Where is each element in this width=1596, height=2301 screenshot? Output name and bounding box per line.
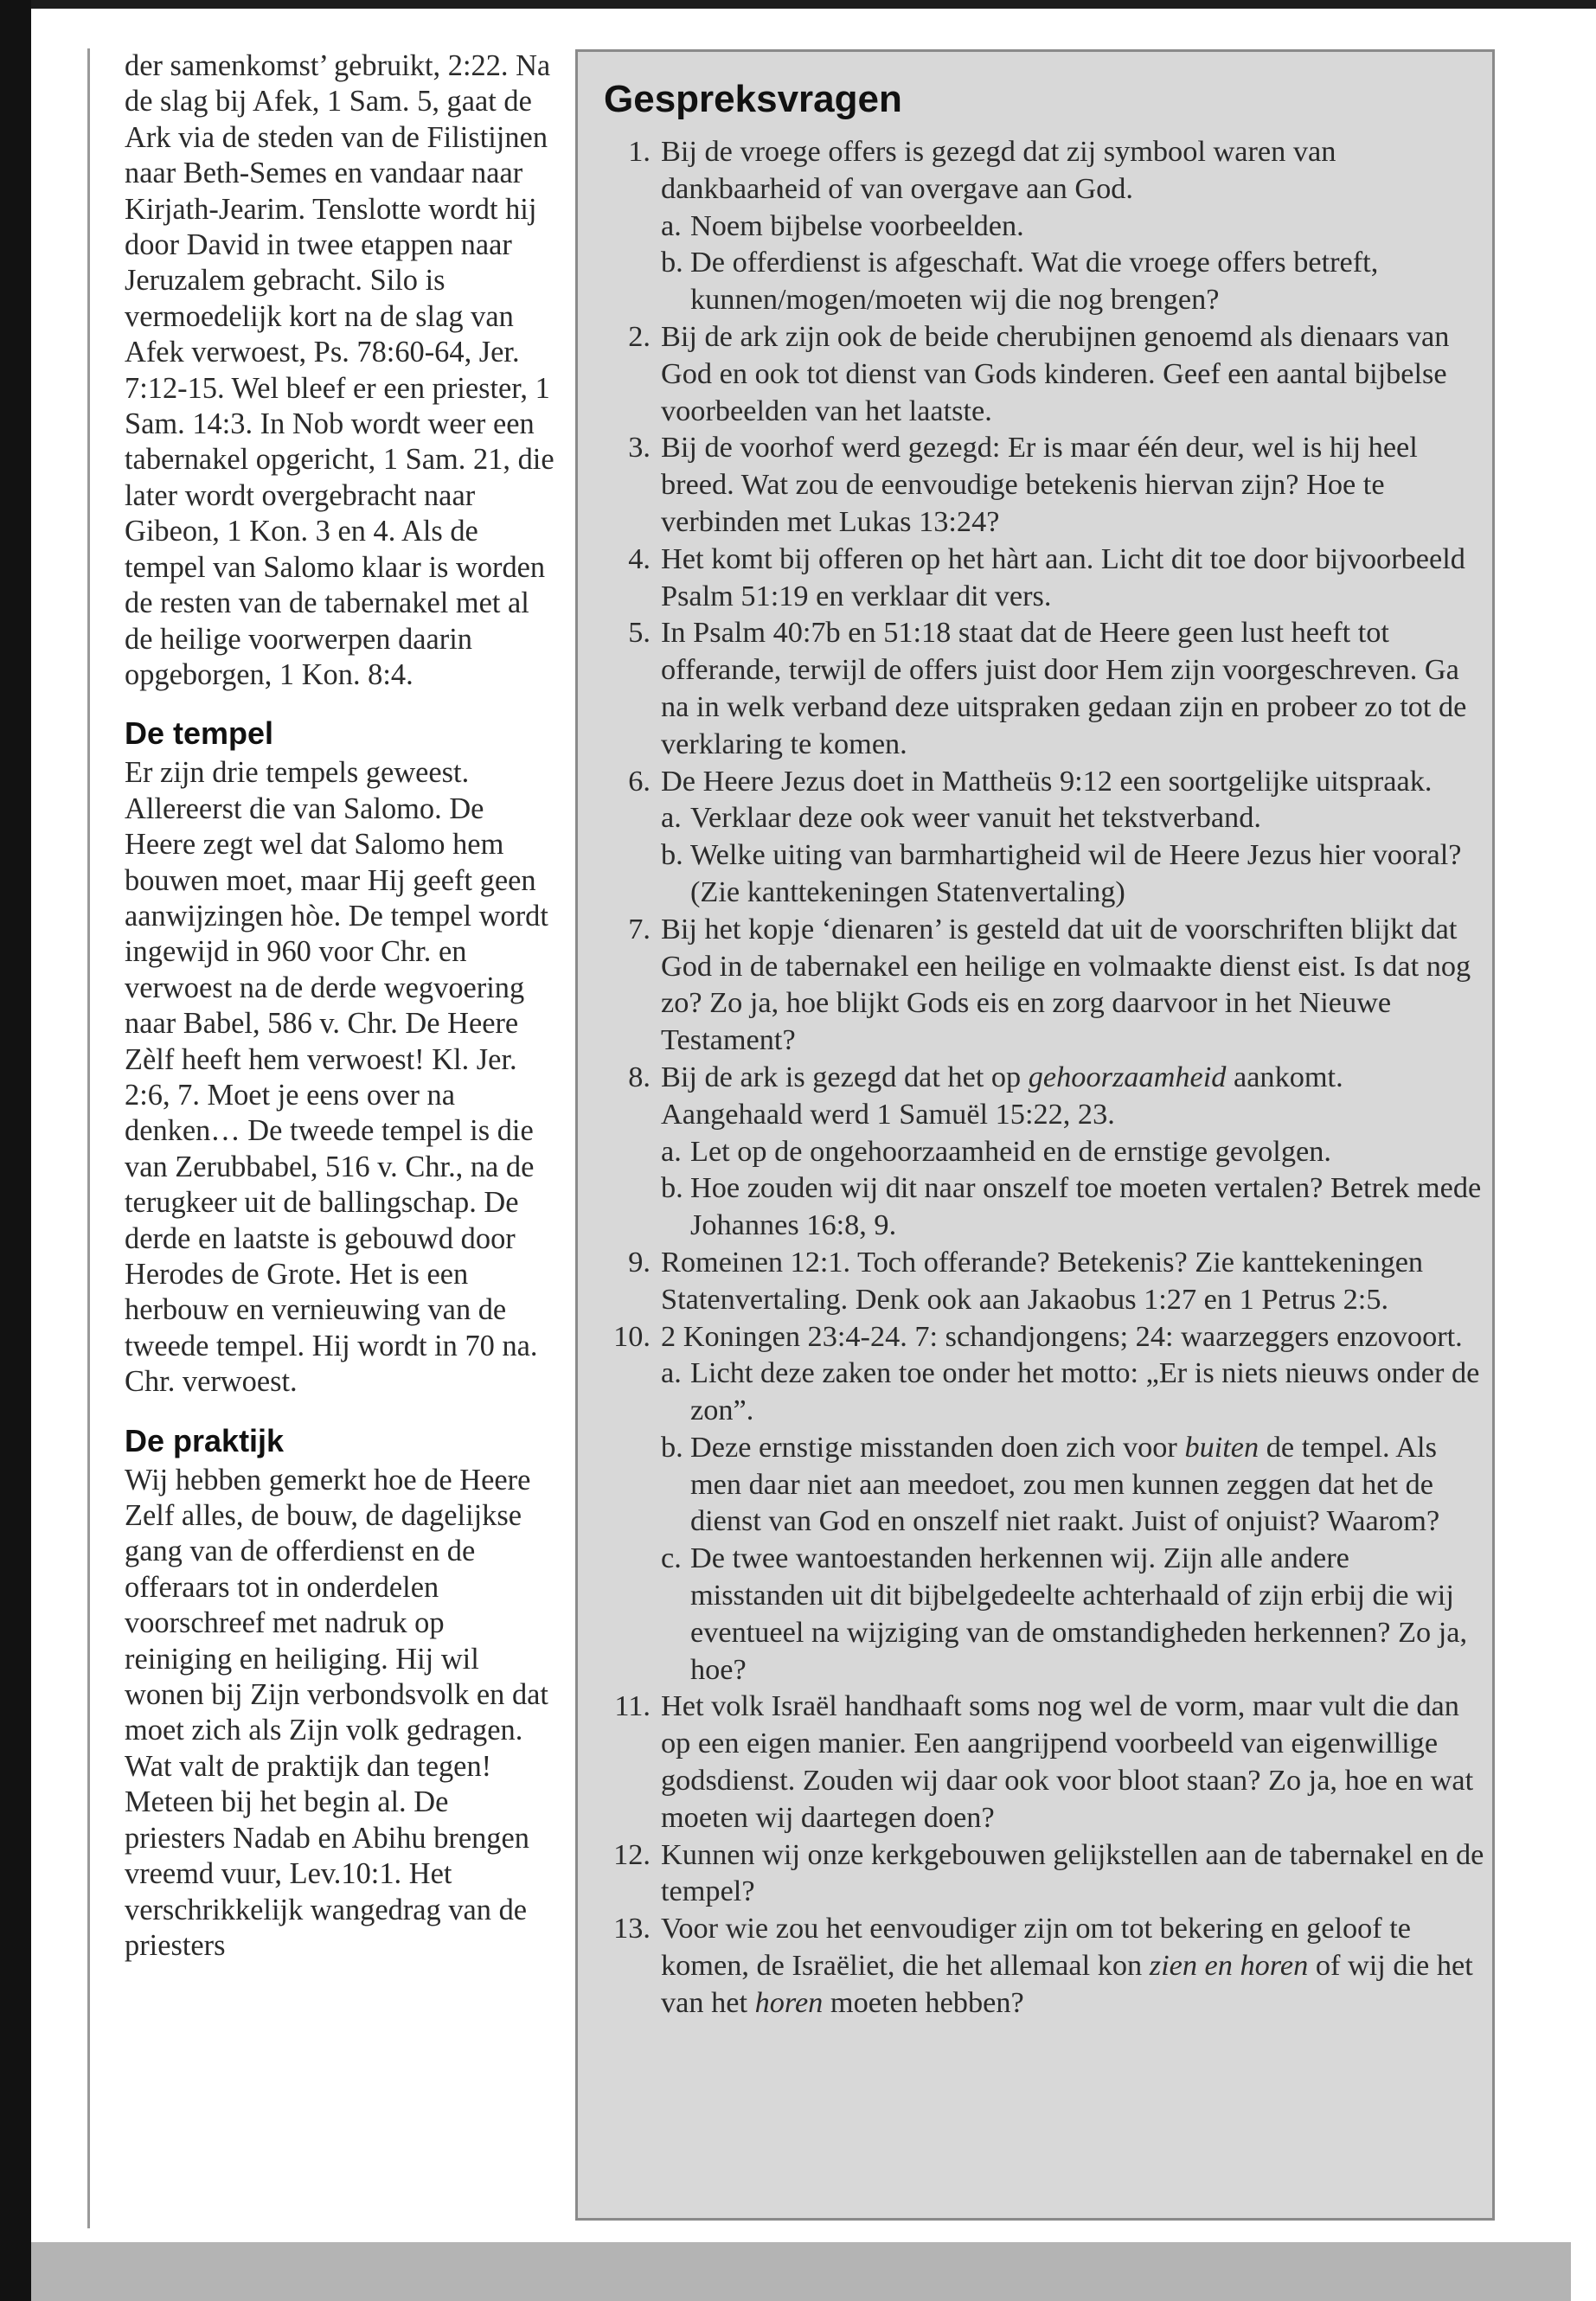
scan-top-edge xyxy=(0,0,1596,9)
question-6b: b. Welke uiting van barmhartigheid wil de Heere Jezus hier vooral? (Zie kanttekeningen Statenvertaling) xyxy=(661,838,1462,908)
heading-de-praktijk: De praktijk xyxy=(125,1422,285,1458)
question-8: 8. Bij de ark is gezegd dat het op gehoorzaamheid aankomt. Aangehaald werd 1 Samuël 15:22, 23. a. Let op de ongehoorzaamheid en de ernstige gevolgen. b. Hoe zouden wij dit naar onszelf toe moeten vertalen? Betrek mede Johannes 16:8, 9. xyxy=(604,1059,1486,1244)
question-7: 7. Bij het kopje ‘dienaren’ is gesteld dat uit de voorschriften blijkt dat God in de tabernakel een heilige en volmaakte dienst eist. Is dat nog zo? Zo ja, hoe blijkt Gods eis en zorg daarvoor in het Nieuwe Testament? xyxy=(628,912,1471,1057)
questions-title: Gespreksvragen xyxy=(604,78,902,120)
question-10a: a. Licht deze zaken toe onder het motto: „Er is niets nieuws onder de zon”. xyxy=(661,1356,1480,1427)
question-6a: a. Verklaar deze ook weer vanuit het tekstverband. xyxy=(661,801,1261,835)
question-10b: b. Deze ernstige misstanden doen zich voor buiten de tempel. Als men daar niet aan meedoet, zou men kunnen zeggen dat het de dienst van God en onszelf niet raakt. Juist of onjuist? Waarom? xyxy=(661,1430,1440,1538)
question-1: 1. Bij de vroege offers is gezegd dat zij symbool waren van dankbaarheid of van overgave aan God. a. Noem bijbelse voorbeelden. b. De offerdienst is afgeschaft. Wat die vroege offers betreft, kunnen/mogen/moeten wij die nog brengen? xyxy=(604,133,1486,318)
question-8b: b. Hoe zouden wij dit naar onszelf toe moeten vertalen? Betrek mede Johannes 16:8, 9. xyxy=(661,1171,1482,1242)
left-paragraph-2: Er zijn drie tempels geweest. Allereerst die van Salomo. De Heere zegt wel dat Salomo hem bouwen moet, maar Hij geeft geen aanwijzingen hòe. De tempel wordt ingewijd in 960 voor Chr. en verwoest na de derde wegvoering naar Babel, 586 v. Chr. De Heere Zèlf heeft hem verwoest! Kl. Jer. 2:6, 7. Moet je eens over na denken… De tweede tempel is die van Zerubbabel, 516 v. Chr., na de terugkeer uit de ballingschap. De derde en laatste is gebouwd door Herodes de Grote. Het is een herbouw en vernieuwing van de tweede tempel. Hij wordt in 70 na. Chr. verwoest. xyxy=(125,756,548,1399)
left-paragraph-3: Wij hebben gemerkt hoe de Heere Zelf alles, de bouw, de dagelijkse gang van de offerdienst en de offeraars tot in onderdelen voorschreef met nadruk op reiniging en heiliging. Hij wil wonen bij Zijn verbondsvolk en dat moet zich als Zijn volk gedragen. Wat valt de praktijk dan tegen! Meteen bij het begin al. De priesters Nadab en Abihu brengen vreemd vuur, Lev.10:1. Het verschrikkelijk wangedrag van de priesters xyxy=(125,1463,548,1962)
question-4: 4. Het komt bij offeren op het hàrt aan. Licht dit toe door bijvoorbeeld Psalm 51:19 en verklaar dit vers. xyxy=(628,542,1465,612)
question-1b: b. De offerdienst is afgeschaft. Wat die vroege offers betreft, kunnen/mogen/moeten wij die nog brengen? xyxy=(661,246,1379,317)
questions-box xyxy=(575,49,1495,2221)
question-2: 2. Bij de ark zijn ook de beide cherubijnen genoemd als dienaars van God en ook tot dienst van Gods kinderen. Geef een aantal bijbelse voorbeelden van het laatste. xyxy=(628,319,1450,427)
question-13: 13. Voor wie zou het eenvoudiger zijn om tot bekering en geloof te komen, de Israëliet, die het allemaal kon zien en horen of wij die het van het horen moeten hebben? xyxy=(613,1912,1473,2019)
question-11: 11. Het volk Israël handhaaft soms nog wel de vorm, maar vult die dan op een eigen manier. Een aangrijpend voorbeeld van eigenwillige godsdienst. Zouden wij daar ook voor bloot staan? Zo ja, hoe en wat moeten wij daartegen doen? xyxy=(614,1689,1474,1834)
question-12: 12. Kunnen wij onze kerkgebouwen gelijkstellen aan de tabernakel en de tempel? xyxy=(613,1837,1484,1908)
question-1a: a. Noem bijbelse voorbeelden. xyxy=(661,208,1024,242)
scan-left-edge xyxy=(0,0,31,2301)
left-text-column xyxy=(87,48,554,2228)
heading-de-tempel: De tempel xyxy=(125,715,274,752)
question-10: 10. 2 Koningen 23:4-24. 7: schandjongens; 24: waarzeggers enzovoort. a. Licht deze zaken toe onder het motto: „Er is niets nieuws onder de zon”. b. Deze ernstige misstanden doen zich voor buiten de tempel. Als men daar niet aan meedoet, zou men kunnen zeggen dat het de dienst van God en onszelf niet raakt. Juist of onjuist? Waarom? c. De twee wantoestanden herkennen wij. Zijn alle andere misstanden uit dit bijbelgedeelte achterhaald of zijn erbij die wij eventueel na wijziging van de omstandigheden herkennen? Zo ja, hoe? xyxy=(604,1318,1486,1689)
question-9: 9. Romeinen 12:1. Toch offerande? Betekenis? Zie kanttekeningen Statenvertaling. Denk ook aan Jakaobus 1:27 en 1 Petrus 2:5. xyxy=(628,1245,1424,1316)
question-8a: a. Let op de ongehoorzaamheid en de ernstige gevolgen. xyxy=(661,1134,1331,1168)
questions-list xyxy=(604,133,1486,2022)
page-bottom-band xyxy=(31,2242,1571,2301)
question-6: 6. De Heere Jezus doet in Mattheüs 9:12 een soortgelijke uitspraak. a. Verklaar deze ook weer vanuit het tekstverband. b. Welke uiting van barmhartigheid wil de Heere Jezus hier vooral? (Zie kanttekeningen Statenvertaling) xyxy=(604,763,1486,911)
question-10c: c. De twee wantoestanden herkennen wij. Zijn alle andere misstanden uit dit bijbelgedeelte achterhaald of zijn erbij die wij eventueel na wijziging van de omstandigheden herkennen? Zo ja, hoe? xyxy=(661,1541,1468,1686)
left-paragraph-1: der samenkomst’ gebruikt, 2:22. Na de slag bij Afek, 1 Sam. 5, gaat de Ark via de steden van de Filistijnen naar Beth-Semes en vandaar naar Kirjath-Jearim. Tenslotte wordt hij door David in twee etappen naar Jeruzalem gebracht. Silo is vermoedelijk kort na de slag van Afek verwoest, Ps. 78:60-64, Jer. 7:12-15. Wel bleef er een priester, 1 Sam. 14:3. In Nob wordt weer een tabernakel opgericht, 1 Sam. 21, die later wordt overgebracht naar Gibeon, 1 Kon. 3 en 4. Als de tempel van Salomo klaar is worden de resten van de tabernakel met al de heilige voorwerpen daarin opgeborgen, 1 Kon. 8:4. xyxy=(125,49,554,691)
question-3: 3. Bij de voorhof werd gezegd: Er is maar één deur, wel is hij heel breed. Wat zou de eenvoudige betekenis hiervan zijn? Hoe te verbinden met Lukas 13:24? xyxy=(628,431,1418,538)
question-5: 5. In Psalm 40:7b en 51:18 staat dat de Heere geen lust heeft tot offerande, terwijl de offers juist door Hem zijn voorgeschreven. Ga na in welk verband deze uitspraken gedaan zijn en probeer zo tot de verklaring te komen. xyxy=(628,616,1467,760)
